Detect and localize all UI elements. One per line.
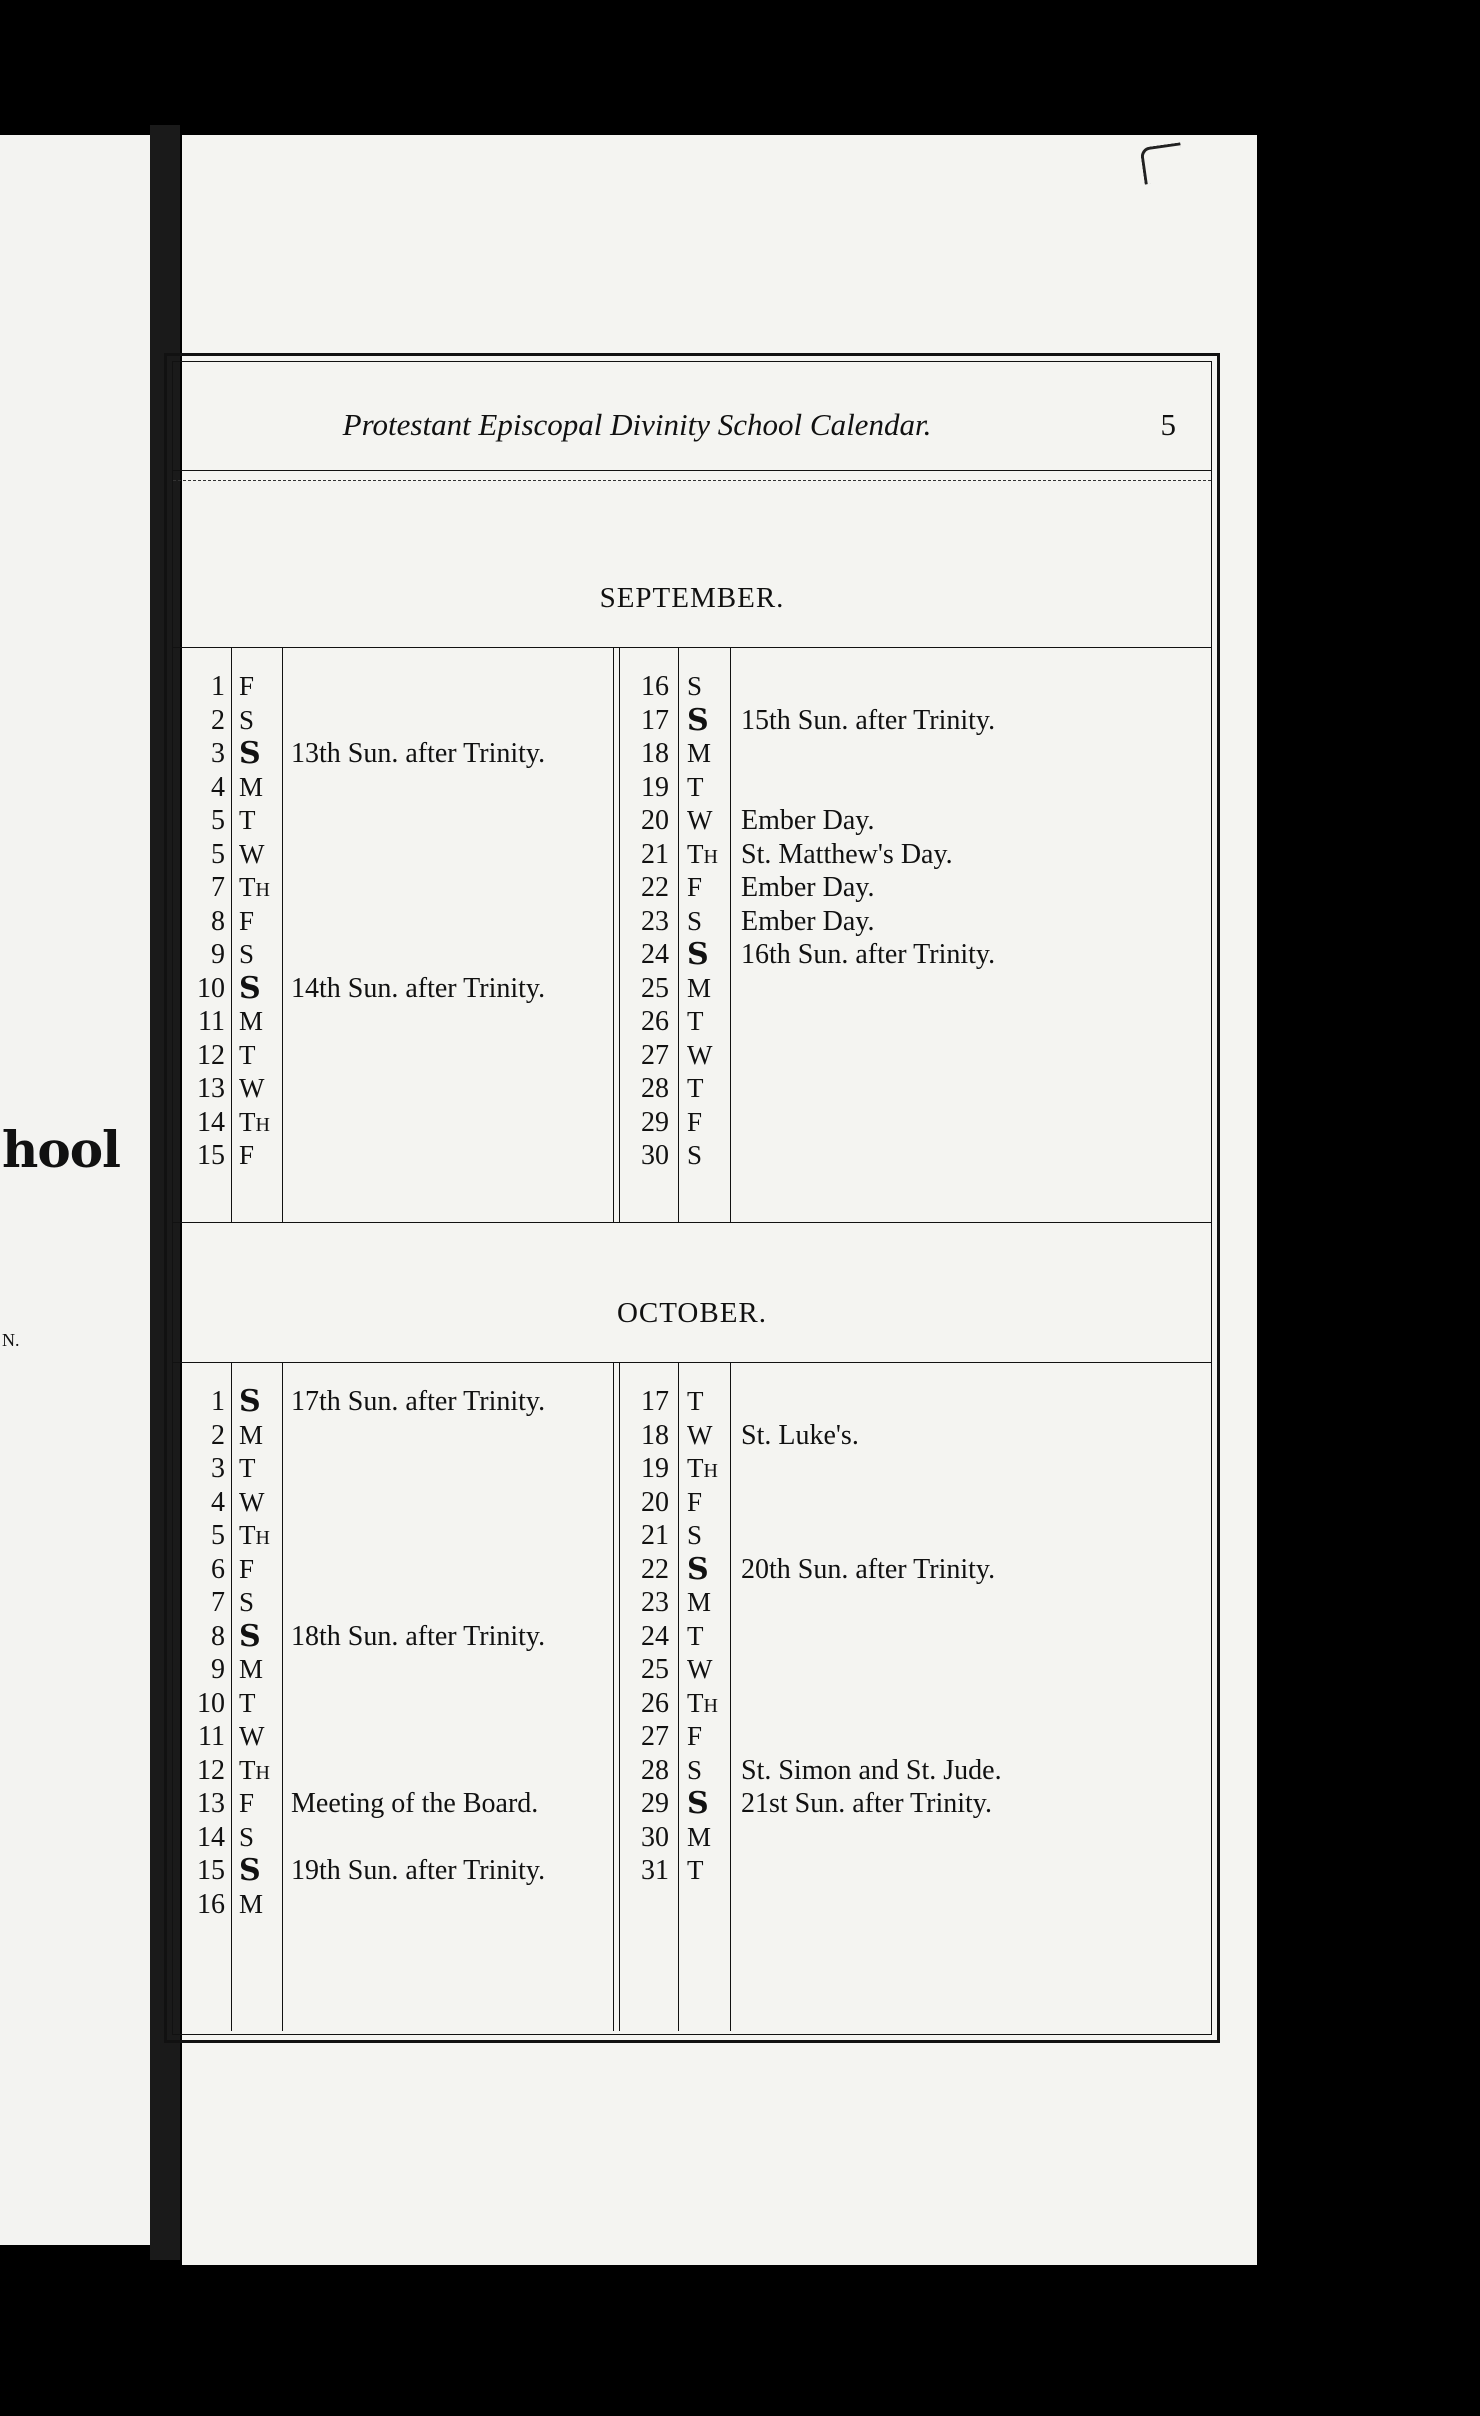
- weekday-letter: F: [239, 905, 255, 936]
- day-note: 18th Sun. after Trinity.: [291, 1620, 546, 1652]
- column-rule: [730, 1363, 731, 2031]
- weekday-letter: T: [239, 1039, 256, 1070]
- column-rule: [619, 1363, 620, 2031]
- column-rule: [619, 648, 620, 1222]
- running-header: [173, 362, 1211, 462]
- weekday-letter: S: [239, 704, 255, 735]
- weekday-letter: F: [687, 872, 703, 902]
- weekday-letter: F: [239, 1788, 255, 1818]
- column-rule: [613, 1363, 614, 2031]
- weekday-letter: T: [687, 1006, 704, 1036]
- day-number: 22: [641, 1553, 669, 1585]
- day-number: 15: [197, 1140, 225, 1171]
- weekday-letter: TH: [687, 1687, 718, 1718]
- sunday-letter: S: [239, 1384, 261, 1419]
- weekday-letter: W: [687, 1654, 713, 1684]
- day-number: 31: [641, 1855, 669, 1886]
- weekday-letter: T: [687, 1620, 704, 1651]
- day-number: 28: [641, 1073, 669, 1104]
- day-number: 13: [197, 1788, 225, 1819]
- column-rule: [231, 648, 232, 1222]
- weekday-letter: T: [687, 1855, 704, 1885]
- day-number: 5: [211, 1520, 225, 1551]
- day-number: 5: [211, 838, 225, 870]
- weekday-letter: TH: [239, 1520, 270, 1550]
- weekday-letter: TH: [687, 838, 718, 869]
- column-rule: [730, 648, 731, 1222]
- weekday-letter: M: [687, 1587, 712, 1617]
- october-title: OCTOBER.: [616, 1297, 768, 1329]
- weekday-letter: F: [239, 671, 255, 701]
- page-number: 5: [1160, 407, 1176, 442]
- day-number: 25: [641, 1654, 669, 1685]
- weekday-letter: TH: [687, 1453, 718, 1483]
- day-number: 12: [197, 1039, 225, 1071]
- day-number: 2: [211, 1419, 225, 1451]
- day-note: 17th Sun. after Trinity.: [291, 1386, 546, 1417]
- sunday-letter: S: [239, 1853, 261, 1888]
- day-number: 7: [211, 1587, 225, 1618]
- september-bottom-rule: [173, 1222, 1211, 1223]
- day-number: 7: [211, 872, 225, 903]
- september-table: [173, 648, 1211, 1222]
- day-number: 1: [211, 671, 225, 702]
- day-number: 30: [641, 1821, 669, 1853]
- day-number: 26: [641, 1006, 669, 1037]
- calendar-frame: [164, 353, 1220, 2043]
- day-number: 6: [211, 1553, 225, 1585]
- day-note: Ember Day.: [741, 872, 875, 903]
- day-number: 17: [641, 1386, 669, 1417]
- weekday-letter: W: [687, 1419, 713, 1450]
- day-number: 23: [641, 1587, 669, 1618]
- day-number: 29: [641, 1106, 669, 1138]
- day-note: 20th Sun. after Trinity.: [741, 1553, 996, 1585]
- day-number: 22: [641, 872, 669, 903]
- weekday-letter: M: [687, 972, 712, 1003]
- day-number: 10: [197, 1687, 225, 1719]
- day-number: 8: [211, 905, 225, 937]
- facing-page: [0, 135, 150, 2245]
- day-note: St. Simon and St. Jude.: [741, 1754, 1002, 1786]
- day-number: 4: [211, 771, 225, 803]
- day-note: St. Luke's.: [741, 1419, 859, 1451]
- day-note: Ember Day.: [741, 905, 875, 937]
- weekday-letter: T: [687, 771, 704, 802]
- weekday-letter: W: [687, 805, 713, 835]
- day-number: 23: [641, 905, 669, 937]
- weekday-letter: S: [687, 1140, 703, 1170]
- day-number: 20: [641, 805, 669, 836]
- day-number: 15: [197, 1855, 225, 1886]
- sunday-letter: S: [687, 937, 709, 972]
- weekday-letter: F: [687, 1106, 703, 1137]
- day-number: 21: [641, 838, 669, 870]
- day-note: 21st Sun. after Trinity.: [741, 1788, 992, 1819]
- sunday-letter: S: [239, 970, 261, 1006]
- day-number: 17: [641, 704, 669, 736]
- day-number: 16: [197, 1888, 225, 1920]
- header-rule: [173, 470, 1211, 471]
- day-note: 19th Sun. after Trinity.: [291, 1855, 546, 1886]
- weekday-letter: W: [239, 1721, 265, 1751]
- weekday-letter: T: [239, 805, 256, 835]
- day-number: 21: [641, 1520, 669, 1551]
- weekday-letter: M: [239, 1419, 264, 1450]
- day-number: 8: [211, 1620, 225, 1652]
- column-rule: [613, 648, 614, 1222]
- weekday-letter: S: [687, 1520, 703, 1550]
- weekday-letter: F: [687, 1486, 703, 1517]
- day-number: 11: [198, 1006, 225, 1037]
- weekday-letter: S: [239, 1821, 255, 1852]
- day-number: 27: [641, 1721, 669, 1752]
- day-number: 2: [211, 704, 225, 736]
- weekday-letter: T: [239, 1453, 256, 1483]
- day-note: 14th Sun. after Trinity.: [291, 972, 546, 1004]
- column-rule: [282, 648, 283, 1222]
- weekday-letter: S: [687, 905, 703, 936]
- column-rule: [282, 1363, 283, 2031]
- weekday-letter: T: [687, 1386, 704, 1416]
- weekday-letter: F: [687, 1721, 703, 1751]
- weekday-letter: M: [239, 1888, 264, 1919]
- day-number: 9: [211, 1654, 225, 1685]
- sunday-letter: S: [239, 736, 261, 771]
- day-number: 20: [641, 1486, 669, 1518]
- day-number: 24: [641, 939, 669, 970]
- weekday-letter: F: [239, 1553, 255, 1584]
- weekday-letter: M: [239, 771, 264, 802]
- day-note: 13th Sun. after Trinity.: [291, 738, 546, 769]
- day-number: 25: [641, 972, 669, 1004]
- weekday-letter: T: [239, 1687, 256, 1718]
- weekday-letter: M: [687, 1821, 712, 1852]
- day-note: Ember Day.: [741, 805, 875, 836]
- day-number: 4: [211, 1486, 225, 1518]
- day-number: 3: [211, 738, 225, 769]
- day-number: 24: [641, 1620, 669, 1652]
- weekday-letter: W: [239, 838, 265, 869]
- facing-page-fragment: hool: [2, 1120, 121, 1179]
- weekday-letter: W: [687, 1039, 713, 1070]
- day-number: 16: [641, 671, 669, 702]
- weekday-letter: M: [239, 1006, 264, 1036]
- facing-page-stray-text: N.: [2, 1330, 20, 1350]
- sunday-letter: S: [239, 1618, 261, 1654]
- day-number: 1: [211, 1386, 225, 1417]
- day-number: 9: [211, 939, 225, 970]
- day-number: 30: [641, 1140, 669, 1171]
- september-title: SEPTEMBER.: [599, 582, 785, 614]
- weekday-letter: M: [687, 738, 712, 768]
- column-rule: [678, 1363, 679, 2031]
- column-rule: [678, 648, 679, 1222]
- day-note: St. Matthew's Day.: [741, 838, 953, 870]
- calendar-inner-frame: [172, 361, 1212, 2035]
- day-number: 5: [211, 805, 225, 836]
- sunday-letter: S: [687, 702, 709, 738]
- weekday-letter: T: [687, 1073, 704, 1103]
- day-note: 16th Sun. after Trinity.: [741, 939, 996, 970]
- weekday-letter: TH: [239, 1754, 270, 1785]
- weekday-letter: M: [239, 1654, 264, 1684]
- day-number: 18: [641, 738, 669, 769]
- day-note: Meeting of the Board.: [291, 1788, 539, 1819]
- weekday-letter: W: [239, 1073, 265, 1103]
- weekday-letter: S: [239, 939, 255, 969]
- weekday-letter: W: [239, 1486, 265, 1517]
- weekday-letter: TH: [239, 872, 270, 902]
- day-number: 28: [641, 1754, 669, 1786]
- header-dashed-rule: [173, 480, 1211, 481]
- day-number: 10: [197, 972, 225, 1004]
- calendar-page: [182, 135, 1257, 2265]
- day-number: 13: [197, 1073, 225, 1104]
- weekday-letter: F: [239, 1140, 255, 1170]
- weekday-letter: TH: [239, 1106, 270, 1137]
- day-number: 14: [197, 1106, 225, 1138]
- day-number: 29: [641, 1788, 669, 1819]
- sunday-letter: S: [687, 1786, 709, 1821]
- day-number: 18: [641, 1419, 669, 1451]
- header-title: Protestant Episcopal Divinity School Calendar.: [342, 407, 932, 442]
- weekday-letter: S: [687, 671, 703, 701]
- sunday-letter: S: [687, 1551, 709, 1587]
- weekday-letter: S: [687, 1754, 703, 1785]
- october-table: [173, 1363, 1211, 2031]
- day-note: 15th Sun. after Trinity.: [741, 704, 996, 736]
- day-number: 26: [641, 1687, 669, 1719]
- day-number: 19: [641, 771, 669, 803]
- pencil-mark: [1140, 142, 1186, 184]
- day-number: 11: [198, 1721, 225, 1752]
- day-number: 12: [197, 1754, 225, 1786]
- day-number: 27: [641, 1039, 669, 1071]
- weekday-letter: S: [239, 1587, 255, 1617]
- day-number: 14: [197, 1821, 225, 1853]
- day-number: 19: [641, 1453, 669, 1484]
- column-rule: [231, 1363, 232, 2031]
- day-number: 3: [211, 1453, 225, 1484]
